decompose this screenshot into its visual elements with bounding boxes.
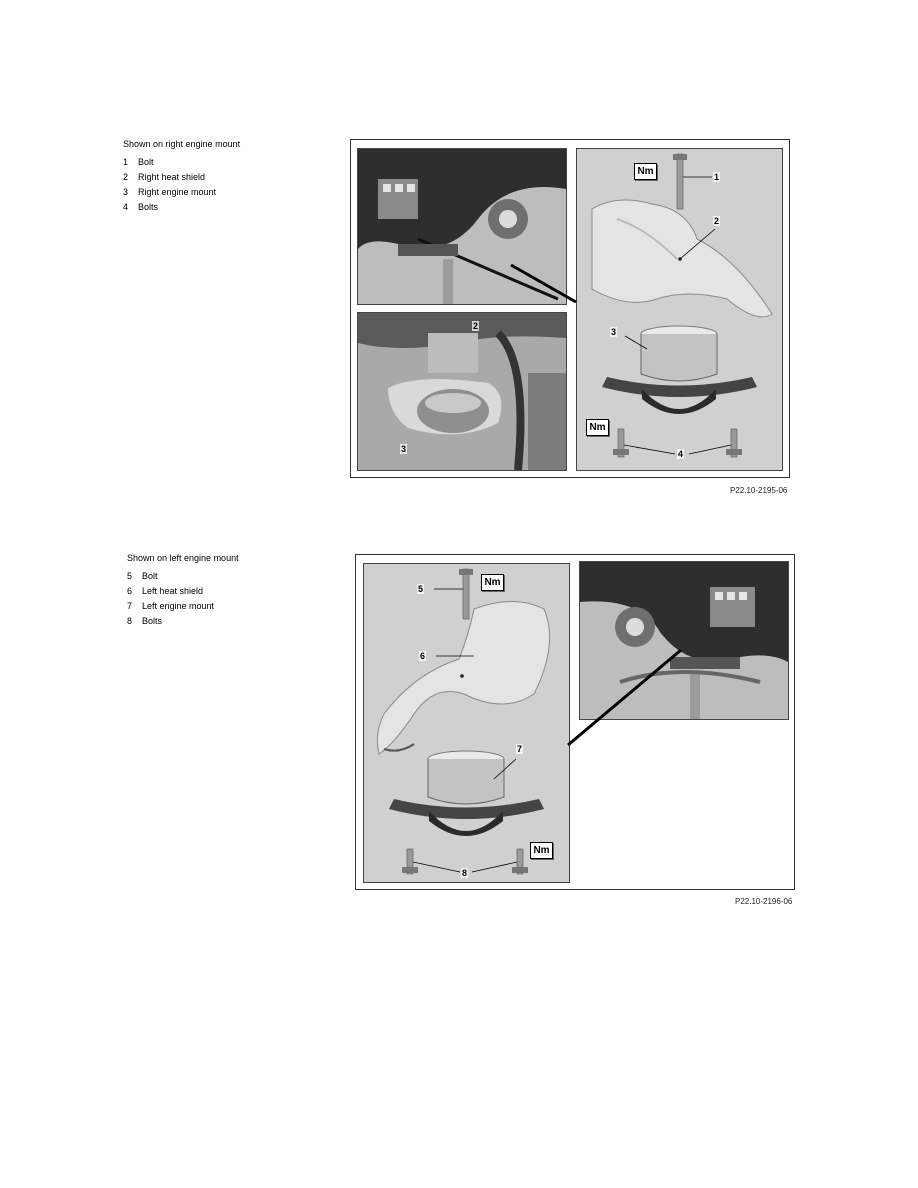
callout-5: 5 — [418, 584, 424, 594]
exploded-view-illustration — [364, 564, 569, 882]
left-mount-figure — [355, 554, 795, 890]
right-mount-figure — [350, 139, 790, 478]
legend-item — [127, 569, 239, 584]
right-mount-legend — [123, 137, 240, 215]
legend-number: 7 — [127, 601, 133, 611]
torque-spec-label: Nm — [586, 419, 609, 436]
legend-number: 6 — [127, 586, 133, 596]
callout-8: 8 — [462, 868, 468, 878]
legend-item — [123, 155, 240, 170]
engine-bay-photo — [357, 148, 567, 305]
right-mount-heading: Shown on right engine mount — [123, 139, 241, 149]
exploded-view-left-mount — [363, 563, 570, 883]
callout-2: 2 — [473, 321, 479, 331]
legend-item — [123, 185, 240, 200]
left-mount-legend — [127, 551, 239, 629]
torque-spec-label: Nm — [634, 163, 657, 180]
legend-label: Bolts — [142, 616, 163, 626]
left-mount-heading: Shown on left engine mount — [127, 553, 239, 563]
legend-number: 3 — [123, 187, 129, 197]
callout-2: 2 — [714, 216, 720, 226]
installed-mount-illustration — [358, 313, 566, 470]
legend-item — [127, 599, 239, 614]
callout-3: 3 — [611, 327, 617, 337]
legend-item — [127, 584, 239, 599]
callout-1: 1 — [714, 172, 720, 182]
torque-spec-label: Nm — [530, 842, 553, 859]
legend-item — [123, 170, 240, 185]
legend-item — [127, 614, 239, 629]
legend-number: 5 — [127, 571, 133, 581]
legend-label: Left engine mount — [142, 601, 215, 611]
engine-bay-illustration — [358, 149, 566, 304]
callout-7: 7 — [517, 744, 523, 754]
legend-label: Bolt — [138, 157, 154, 167]
callout-6: 6 — [420, 651, 426, 661]
legend-number: 4 — [123, 202, 129, 212]
engine-bay-photo — [579, 561, 789, 720]
legend-label: Bolts — [138, 202, 159, 212]
legend-label: Right heat shield — [138, 172, 206, 182]
legend-label: Right engine mount — [138, 187, 217, 197]
figure-id-label: P22.10-2196-06 — [735, 897, 793, 906]
figure-id-label: P22.10-2195-06 — [730, 486, 788, 495]
legend-label: Bolt — [142, 571, 158, 581]
engine-bay-illustration — [580, 562, 788, 719]
callout-3: 3 — [401, 444, 407, 454]
installed-mount-photo — [357, 312, 567, 471]
legend-item — [123, 200, 240, 215]
legend-label: Left heat shield — [142, 586, 204, 596]
legend-number: 2 — [123, 172, 129, 182]
legend-number: 1 — [123, 157, 129, 167]
torque-spec-label: Nm — [481, 574, 504, 591]
legend-number: 8 — [127, 616, 133, 626]
callout-4: 4 — [678, 449, 684, 459]
exploded-view-right-mount — [576, 148, 783, 471]
